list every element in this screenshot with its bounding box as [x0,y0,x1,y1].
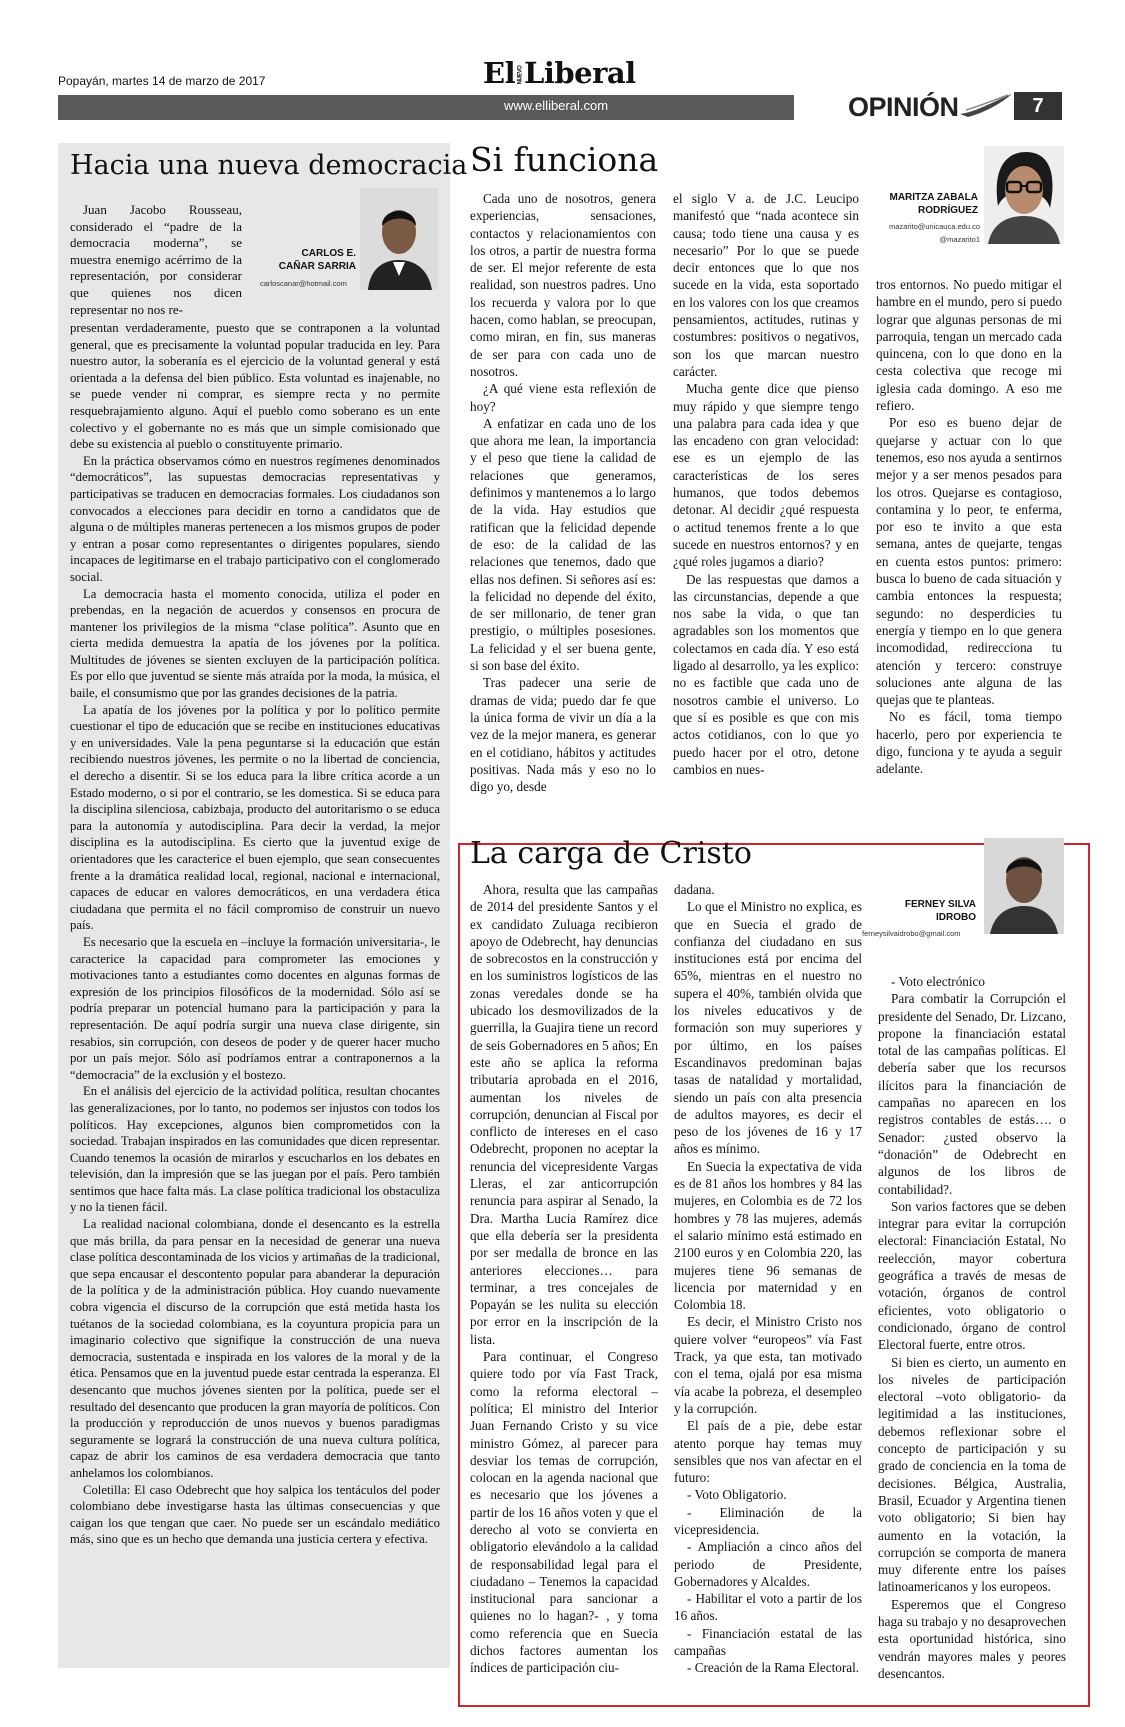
article2-title: Si funciona [470,140,659,179]
page-number: 7 [1014,92,1062,120]
article1-title: Hacia una nueva democracia [70,150,468,181]
article1-intro-paragraph: Juan Jacobo Rousseau, considerado el “padre de la democracia moderna”, se muestra enemigo acérrimo de la representación, por considerar que quienes nos dicen representar no nos re- [70,202,242,317]
article3-column1 [470,881,658,1676]
article2-column3 [876,276,1062,788]
article3-paragraph: Son varios factores que se deben integrar para evitar la corrupción electoral: Financiación Estatal, No reelección, mayor cobertura geográfica a través de mesas de votación, órganos de control eficientes, voto obligatorio o condicionado, órgano de control Electoral fuerte, entre otros. [878,1198,1066,1353]
article2-handle: @mazarito1 [939,235,980,244]
article2-paragraph: Cada uno de nosotros, genera experiencias, sensaciones, contactos y relacionamientos con los otros, a partir de nuestra forma de ser. El mejor referente de esta realidad, son nuestros padres. Uno los recuerda y valora por lo que hacen, como hablan, se preocupan, como miran, en fin, sus maneras de ser para con cada uno de nosotros. [470,191,656,379]
article1-paragraph: La democracia hasta el momento conocida, utiliza el poder en prebendas, en la negación de acuerdos y consensos en procura de mantener los privilegios de la misma “clase política”. Asunto que en cierta medida demuestra la apatía de los jóvenes por la política. Multitudes de jóvenes se sienten excluyen de la participación política. Es por ello que juventud se siente más atraída por la moda, la música, el baile, el consumismo que por las grandes decisiones de la patria. [70,586,440,701]
article2-paragraph: tros entornos. No puedo mitigar el hambre en el mundo, pero si puedo lograr que algunas personas de mi parroquia, tengan un mercado cada quincena, con lo que dono en la cesta colectiva que recoge mi iglesia cada domingo. A eso me refiero. [876,277,1062,414]
article2-paragraph: el siglo V a. de J.C. Leucipo manifestó que “nada acontece sin causa; todo tiene una causa y es necesario” Por lo que se puede decir entonces que lo que nos sucede en la vida, esta soportado en los valores con los que creamos pensamientos, actitudes, rutinas y costumbres: positivos o negativos, son los que marcan nuestro carácter. [673,191,859,379]
article3-title-text: La carga de Cristo [470,836,752,871]
article2-paragraph: De las respuestas que damos a las circunstancias, depende a que nos sabe la vida, o que tan agradables son los momentos que colectamos en cada día. Y eso está ligado al desarrollo, ya les explico: no es factible que cada uno de nosotros cambie el universo. Lo que sí es posible es que con mis actos cotidianos, con lo que yo puedo hacer por el otro, detone cambios en nues- [673,571,859,777]
article3-paragraph: Es decir, el Ministro Cristo nos quiere volver “europeos” vía Fast Track, ya que esta, tan motivado con el tema, ojalá por esa misma vía acabe la pobreza, el desempleo y la corrupción. [674,1314,862,1416]
newspaper-logo [483,56,636,90]
logo-nuevo: NUEVO [517,65,524,85]
logo-el: El [483,56,516,90]
article3-list-item: - Financiación estatal de las campañas [674,1625,862,1659]
swoosh-icon [958,92,1014,118]
article2-column1 [470,190,656,795]
article3-list-item: - Creación de la Rama Electoral. [687,1660,860,1676]
article3-email: ferneysilvaidrobo@gmail.com [862,929,961,938]
article3-author: FERNEY SILVA IDROBO [904,899,976,923]
article3-paragraph: Esperemos que el Congreso haga su trabajo y no desaprovechen esta oportunidad histórica, sino vendrán mayores males y peores desencantos. [878,1596,1066,1681]
article3-list-item: - Habilitar el voto a partir de los 16 años. [674,1591,862,1624]
article3-paragraph: Si bien es cierto, un aumento en los niveles de participación electoral –voto obligatorio- da legitimidad a las instituciones, debemos reflexionar sobre el concepto de participación y su grado de conciencia en la toma de decisiones. Bélgica, Australia, Brasil, Ecuador y Argentina tienen voto obligatorio; Si bien hay aumento en la votación, la corrupción se comporta de manera muy diferente entre los países latinoamericanos y los europeos. [878,1354,1066,1595]
logo-liberal: Liberal [523,56,636,90]
section-title: OPINIÓN [848,92,959,122]
article3-list-item: - Ampliación a cinco años del periodo de Presidente, Gobernadores y Alcaldes. [674,1539,862,1589]
article1-paragraph: Coletilla: El caso Odebrecht que hoy salpica los tentáculos del poder colombiano debe investigarse hasta las últimas consecuencias y que caigan los que tengan que caer. No puede ser un escándalo mediático más, sino que es un hecho que demanda una justicia certera y efectiva. [70,1482,440,1547]
article3-column3 [878,973,1066,1681]
article1-paragraph: Es necesario que la escuela en –incluye la formación universitaria-, le caracterice la capacidad para comprometer las emociones y motivaciones tanto a estudiantes como docentes en algunas formas de expresión de los principios filosóficos de la modernidad. Sólo así se podría preparar un potencial humano para la participación y para la representación. De aquí podría surgir una nueva clase dirigente, sin resabios, sin corrupción, con deseos de poder y de querer hacer mucho por un país mejor. Sólo así podríamos entrar a contraponernos a la “democracia” de la exclusión y el bostezo. [70,934,440,1082]
article3-list-item: - Voto electrónico [891,974,985,989]
article3-paragraph: Para continuar, el Congreso quiere todo por vía Fast Track, como la reforma electoral – política; El ministro del Interior Juan Fernando Cristo y su vice ministro Gómez, al parecer para desviar los temas de corrupción, colocan en la agenda nacional que es necesario que los jóvenes a partir de los 16 años voten y que el derecho al voto se convierta en obligatorio elevándolo a la calidad de responsabilidad legal para el ciudadano – Tenemos la capacidad institucional para sancionar a quienes no lo hagan?- , y toma como referencia que en Suecia dichos factores aumentan los índices de participación ciu- [470,1349,658,1676]
article1-email: carloscanar@hotmail.com [260,279,347,288]
article2-paragraph: A enfatizar en cada uno de los que ahora me lean, la importancia y el peso que tiene la calidad de relaciones que generamos, definimos y mantenemos a lo largo de la vida. Hay estudios que ratifican que la felicidad depende de eso: de la calidad de las relaciones que tenemos, dado que ellas nos definen. Si señores así es: la felicidad no depende del éxito, de ser millonario, de tener gran prestigio, o múltiples posesiones. La felicidad y el ser buena gente, si son base del éxito. [470,415,656,674]
article3-paragraph: En Suecia la expectativa de vida es de 81 años los hombres y 84 las mujeres, en Colombia es de 72 los hombres y 78 las mujeres, además el salario mínimo está estimado en 2100 euros y en Colombia 220, las mujeres tiene 96 semanas de licencia por maternidad y en Colombia 18. [674,1158,862,1313]
article1-intro [70,202,242,318]
article3-list-item: - Eliminación de la vicepresidencia. [674,1504,862,1537]
article1-author: CARLOS E. CAÑAR SARRIA [278,248,356,272]
article3-paragraph: Para combatir la Corrupción el presidente del Senado, Dr. Lizcano, propone la financiación estatal total de las campañas políticas. El debería saber que los recursos ilícitos para la financiación de campañas no aparecen en los registros contables de estás…. o Senador: ¿usted observo la “donación” de Odebrecht en algunos de los libros de contabilidad?. [878,991,1066,1197]
header-date: Popayán, martes 14 de marzo de 2017 [58,74,266,88]
article1-paragraph: En la práctica observamos cómo en nuestros regímenes denominados “democráticos”, las supuestas democracias representativas y participativas se traducen en democracias formales. Los ciudadanos son convocados a elecciones para decidir en torno a candidatos que de alguna o de múltiples maneras pertenecen a los mismos grupos de poder y entran a posar como representantes o dirigentes populares, siendo incapaces de legitimarse en el trabajo participativo con el conglomerado social. [70,453,440,584]
article1-paragraph: En el análisis del ejercicio de la actividad política, resultan chocantes las generalizaciones, por lo tanto, no podemos ser injustos con todos los políticos. Hay excepciones, algunos bien comprometidos con la sociedad. Trabajan inspirados en las comunidades que dicen representar. Cuando tenemos la ocasión de mirarlos y escucharlos en los debates en televisión, dan la impresión que se las juegan por el país. Pero también sentimos que hace falta más. La clase política tradicional los obstaculiza y no la tienen fácil. [70,1084,440,1215]
article3-paragraph: Ahora, resulta que las campañas de 2014 del presidente Santos y el ex candidato Zuluaga recibieron apoyo de Odebrecht, hay denuncias de sobrecostos en la construcción y en los suministros logísticos de las zonas veredales donde se ha ubicado los desmovilizados de la guerrilla, la Guajira tiene un record de seis Gobernadores en 5 años; En este año se aplica la reforma tributaria aprobada en el 2016, aumentan los niveles de corrupción, denuncian al Fiscal por conflicto de intereses en el caso Odebrecht, proponen no aceptar la renuncia del vicepresidente Vargas Lleras, el zar anticorrupción renuncia para aspirar al Senado, la Dra. Martha Lucia Ramírez dice que ella debería ser la presidenta por ser medalla de bronce en las anteriores elecciones… para terminar, a tres concejales de Popayán se les nulita su elección por error en la inscripción de la lista. [470,882,658,1347]
article2-paragraph: Mucha gente dice que pienso muy rápido y que siempre tengo una palabra para cada idea y que las encadeno con gran velocidad: ese es un ejemplo de las características de los seres humanos, que todos debemos detonar. Al decidir ¿qué respuesta o actitud tenemos frente a lo que sucede en nuestros entornos? y en ¿qué roles jugamos a diario? [673,381,859,570]
article3-paragraph: dadana. [674,882,715,897]
article1-paragraph: La realidad nacional colombiana, donde el desencanto es la estrella que más brilla, da para pensar en la necesidad de generar una nueva clase política descontaminada de los vicios y artimañas de la tradicional, que sepa encausar el descontento popular para abanderar la depuración de la política y de la administración pública. Hoy cuando nuevamente cobra vigencia el discurso de la corrupción que está metida hasta los tuétanos de la sociedad colombiana, es la coyuntura propicia para un imaginario colectivo que signifique la construcción de una nueva democracia, sustentada e inspirada en los valores de la moral y de la ética. Pensamos que en la juventud puede estar centrada la esperanza. El desencanto que muchos jóvenes sienten por la política, puede ser el resultado del desencanto que producen la gran mayoría de políticos. Con la producción y reproducción de unos nuevos y buenos paradigmas seguramente se logrará la construcción de una nueva cultura política, capaz de abrir los caminos de esa verdadera democracia que tanto anhelamos los colombianos. [70,1217,440,1480]
article2-email: mazarito@unicauca.edu.co [889,222,980,231]
article2-author: MARITZA ZABALA RODRÍGUEZ [889,192,978,216]
article1-author-photo [360,188,438,290]
article3-paragraph: Lo que el Ministro no explica, es que en Suecia el grado de confianza del ciudadano en sus instituciones está por encima del 65%, mientras en el nuestro no supera el 40%, también olvida que los niveles educativos y de formación son muy superiores y por último, en los países Escandinavos predominan bajas tasas de natalidad y mortalidad, siendo un país con alta presencia de adultos mayores, es decir el peso de los jóvenes de 16 y 17 años es mínimo. [674,899,862,1157]
website-url: www.elliberal.com [504,98,609,113]
article3-paragraph: El país de a pie, debe estar atento porque hay temas muy sensibles que nos van afectar en el futuro: [674,1418,862,1486]
article1-body [70,320,440,1660]
article2-author-photo [984,146,1064,244]
article2-paragraph: No es fácil, toma tiempo hacerlo, pero por experiencia te digo, funciona y te ayuda a seguir adelante. [876,709,1062,777]
article1-paragraph: La apatía de los jóvenes por la política y por lo político permite cuestionar el tipo de educación que se recibe en instituciones educativas y en universidades. Vale la pena peguntarse si la educación que están recibiendo nuestros jóvenes, les permite o no la libertad de conciencia, el derecho a disentir. Si se los educa para la libre crítica acorde a un Estado moderno, o si por el contrario, se les domestica. Si se educa para la disciplina silenciosa, cabizbaja, producto del autoritarismo o se educa para la autonomía y autodisciplina. Para decir la verdad, la mejor disciplina es la autodisciplina. Es cierto que la juventud exige de orientadores que les caracterice el buen ejemplo, que sean consecuentes frente a la dramática realidad local, regional, nacional e internacional, capaces de educar en valores democráticos, en una verdadera ética ciudadana que permita el no fácil compromiso de construir un nuevo país. [70,702,440,933]
article3-author-photo [984,838,1064,934]
article3-list-item: - Voto Obligatorio. [687,1487,787,1503]
article2-column2 [673,190,859,788]
article3-title [470,836,752,871]
article1-paragraph: presentan verdaderamente, puesto que se contraponen a la voluntad general, que es precisamente la voluntad popular traducida en ley. Para nuestro autor, la soberanía es el ejercicio de la voluntad general y está orientada a la defensa del bien público. Esta voluntad es inajenable, no se puede vender ni comprar, es siempre recta y no permite resquebrajamiento alguno. Aquí el pueblo como soberano es un ente colectivo y el gobernante no es más que un simple comisionado que debe su existencia al pueblo o constituyente primario. [70,321,440,452]
article2-paragraph: Por eso es bueno dejar de quejarse y actuar con lo que tenemos, eso nos ayuda a sentirnos mejor y a ser menos pesados para los otros. Quejarse es contagioso, contamina y lo peor, te enferma, por eso te invito a que esta semana, antes de quejarte, tengas en cuenta estos puntos: primero: busca lo bueno de cada situación y cambia entonces la respuesta; segundo: no desperdicies tu energía y tiempo en lo que genera incomodidad, redirecciona tu atención y tercero: construye soluciones ante alguna de las quejas que te planteas. [876,415,1062,708]
article3-column2 [674,881,862,1676]
article2-paragraph: ¿A qué viene esta reflexión de hoy? [470,381,656,414]
article2-paragraph: Tras padecer una serie de dramas de vida; puedo dar fe que la única forma de vivir un día a la vez de la mejor manera, es generar en el cotidiano, hábitos y actitudes positivas. Nada más y eso no lo digo yo, desde [470,675,656,795]
header-bar [58,95,794,120]
